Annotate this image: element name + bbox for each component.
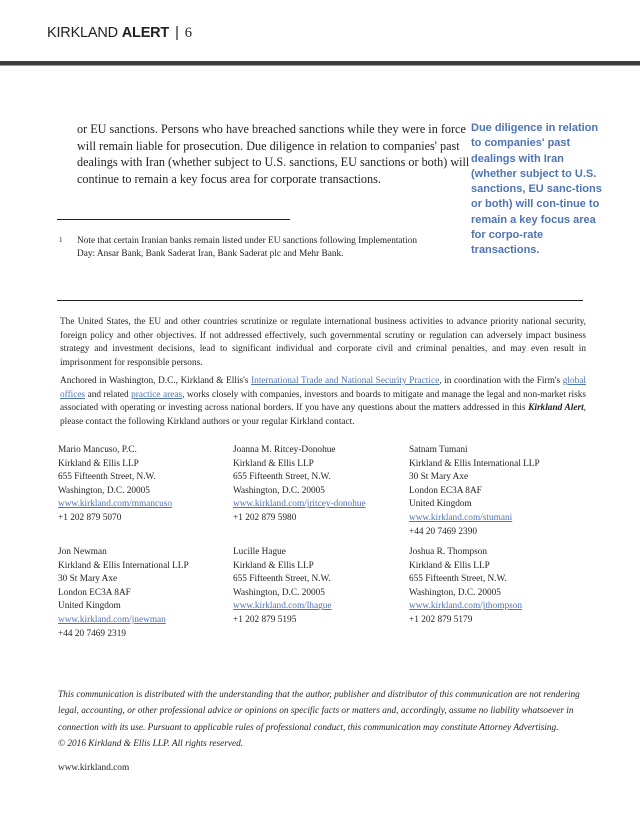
contact-phone: +1 202 879 5070 bbox=[58, 512, 122, 523]
contact-url[interactable]: www.kirkland.com/jritcey-donohue bbox=[233, 499, 366, 510]
text: , works closely with companies, investors and boards to mitigate and manage the legal and non-market risks associated with operating or investing across national borders. If you have any questions about the matters addressed in this bbox=[60, 389, 586, 414]
sidebar-pull-quote: Due diligence in relation to companies' past dealings with Iran (whether subject to U.S. sanctions, EU sanc-tions or both) will con-tinue to remain a key focus area for corpo-rate transactions. bbox=[471, 122, 602, 257]
header-separator: | bbox=[175, 25, 179, 41]
page-number: 6 bbox=[184, 25, 192, 41]
contact-addr1: 30 St Mary Axe bbox=[409, 472, 469, 483]
about-paragraph-1: The United States, the EU and other countries scrutinize or regulate international business activities to advance priority national security, foreign policy and other objectives. If not addressed effectively, such governmental scrutiny or regulation can adversely impact business strategy and investment decisions, lead to significant individual and corporate civil and criminal penalties, and may even result in imprisonment for responsible persons. bbox=[60, 317, 586, 368]
contact-card bbox=[233, 444, 408, 526]
copyright: © 2016 Kirkland & Ellis LLP. All rights reserved. bbox=[58, 739, 244, 749]
about-paragraph-2 bbox=[60, 375, 586, 429]
contact-card bbox=[409, 546, 584, 628]
page-header bbox=[47, 25, 192, 42]
contact-addr2: Washington, D.C. 20005 bbox=[58, 485, 150, 496]
body-paragraph: or EU sanctions. Persons who have breached sanctions while they were in force will remain liable for prosecution. Due diligence in relation to companies' past dealings with Iran (whether subject to U.S. sanctions, EU sanctions or both) will continue to remain a key focus area for corporate transactions. bbox=[77, 122, 470, 186]
contact-name: Joanna M. Ritcey-Donohue bbox=[233, 445, 336, 455]
contact-firm: Kirkland & Ellis LLP bbox=[58, 458, 139, 469]
section-divider bbox=[57, 300, 583, 301]
contact-phone: +1 202 879 5980 bbox=[233, 512, 297, 523]
contact-name: Joshua R. Thompson bbox=[409, 547, 488, 557]
practice-link[interactable]: International Trade and National Security Practice bbox=[251, 376, 440, 386]
contact-addr1: 655 Fifteenth Street, N.W. bbox=[233, 574, 331, 585]
contact-firm: Kirkland & Ellis International LLP bbox=[58, 560, 189, 571]
contact-name: Jon Newman bbox=[58, 547, 107, 557]
header-divider bbox=[0, 61, 640, 66]
footnote-number: 1 bbox=[59, 236, 63, 244]
contact-addr1: 655 Fifteenth Street, N.W. bbox=[233, 472, 331, 483]
contact-phone: +1 202 879 5179 bbox=[409, 614, 473, 625]
contact-addr1: 655 Fifteenth Street, N.W. bbox=[409, 574, 507, 585]
contact-name: Satnam Tumani bbox=[409, 445, 468, 455]
contact-url[interactable]: www.kirkland.com/jthompson bbox=[409, 601, 523, 612]
contact-name: Mario Mancuso, P.C. bbox=[58, 445, 137, 455]
contact-url[interactable]: www.kirkland.com/mmancuso bbox=[58, 499, 173, 510]
contact-url[interactable]: www.kirkland.com/stumani bbox=[409, 512, 513, 523]
contact-card bbox=[58, 546, 233, 641]
disclaimer: This communication is distributed with the understanding that the author, publisher and distributor of this communication are not rendering legal, accounting, or other professional advice or opinions on specific facts or matters and, accordingly, assume no liability whatsoever in connection with its use. Pursuant to applicable rules of professional conduct, this communication may constitute Attorney Advertising. bbox=[58, 690, 580, 733]
contact-firm: Kirkland & Ellis LLP bbox=[409, 560, 490, 571]
contact-phone: +44 20 7469 2319 bbox=[58, 628, 126, 639]
text: Anchored in Washington, D.C., Kirkland & Ellis's bbox=[60, 376, 252, 386]
footnote-text: Note that certain Iranian banks remain listed under EU sanctions following Implementation Day: Ansar Bank, Bank Saderat Iran, Bank Saderat plc and Mehr Bank. bbox=[77, 236, 418, 259]
contact-addr2: Washington, D.C. 20005 bbox=[233, 587, 325, 598]
practice-areas-link[interactable]: practice areas bbox=[131, 389, 183, 400]
contact-url[interactable]: www.kirkland.com/lhague bbox=[233, 601, 332, 612]
contact-addr1: 30 St Mary Axe bbox=[58, 574, 118, 585]
contact-url[interactable]: www.kirkland.com/jnewman bbox=[58, 614, 166, 625]
global-offices-link[interactable]: global offices bbox=[60, 376, 586, 400]
contact-firm: Kirkland & Ellis International LLP bbox=[409, 458, 540, 469]
contact-name: Lucille Hague bbox=[233, 547, 286, 557]
contact-addr2: Washington, D.C. 20005 bbox=[233, 485, 325, 496]
contact-card bbox=[409, 444, 584, 539]
brand-alert: ALERT bbox=[121, 25, 170, 41]
website: www.kirkland.com bbox=[58, 763, 130, 773]
contact-addr3: United Kingdom bbox=[409, 499, 472, 510]
contact-card bbox=[58, 444, 233, 526]
brand-name: KIRKLAND bbox=[47, 25, 118, 41]
alert-title: Kirkland Alert bbox=[528, 403, 584, 414]
contact-firm: Kirkland & Ellis LLP bbox=[233, 458, 314, 469]
text: , in coordination with the Firm's bbox=[439, 376, 563, 386]
contact-addr2: London EC3A 8AF bbox=[409, 485, 482, 496]
contact-addr2: London EC3A 8AF bbox=[58, 587, 131, 598]
text: , please contact the following Kirkland authors or your regular Kirkland contact. bbox=[60, 403, 586, 427]
contact-addr1: 655 Fifteenth Street, N.W. bbox=[58, 472, 156, 483]
contact-phone: +1 202 879 5195 bbox=[233, 614, 297, 625]
contact-card bbox=[233, 546, 408, 628]
contact-addr3: United Kingdom bbox=[58, 601, 121, 612]
contact-firm: Kirkland & Ellis LLP bbox=[233, 560, 314, 571]
contact-addr2: Washington, D.C. 20005 bbox=[409, 587, 501, 598]
text: and related bbox=[85, 389, 132, 400]
footnote-divider bbox=[57, 219, 290, 220]
contact-phone: +44 20 7469 2390 bbox=[409, 526, 477, 537]
